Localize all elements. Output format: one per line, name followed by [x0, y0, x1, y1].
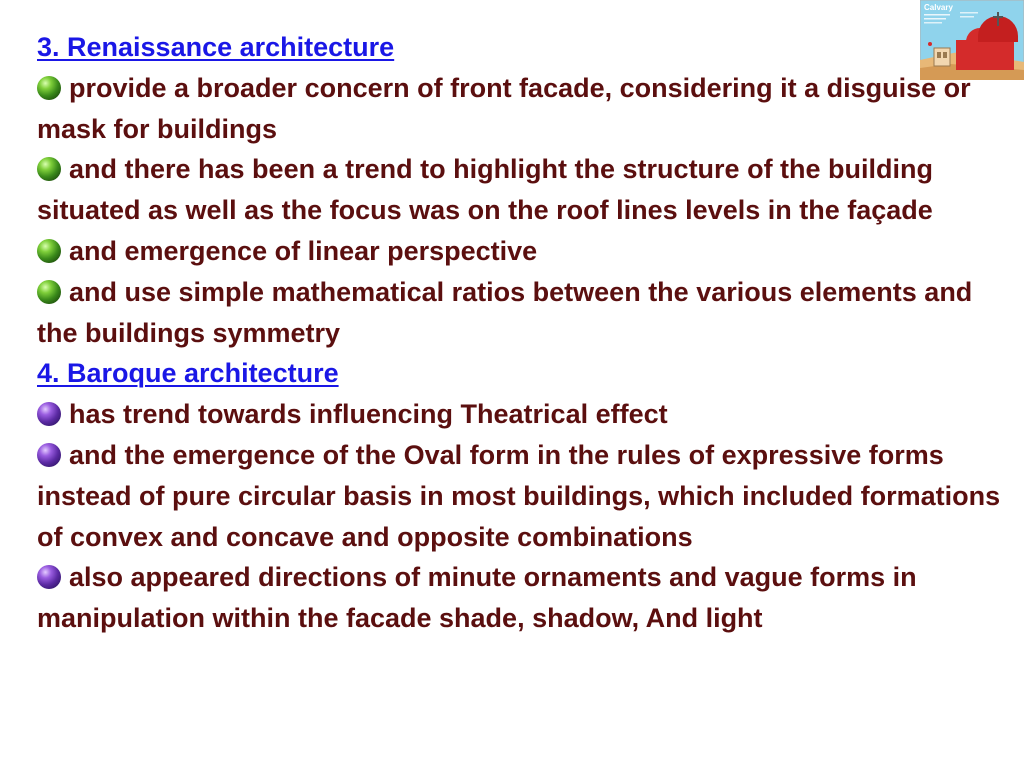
list-item — [37, 394, 1002, 435]
list-item — [37, 231, 1002, 272]
green-sphere-bullet-icon — [37, 157, 61, 181]
list-item — [37, 435, 1002, 557]
bullet-text: provide a broader concern of front facade, considering it a disguise or mask for buildings — [37, 72, 971, 144]
baroque-architecture-link[interactable]: 4. Baroque architecture — [37, 358, 339, 389]
bullet-text: also appeared directions of minute ornaments and vague forms in manipulation within the facade shade, shadow, And light — [37, 562, 917, 634]
purple-sphere-bullet-icon — [37, 402, 61, 426]
bullet-text: and the emergence of the Oval form in the rules of expressive forms instead of pure circular basis in most buildings, which included formations of convex and concave and opposite combinations — [37, 439, 1001, 552]
green-sphere-bullet-icon — [37, 239, 61, 263]
purple-sphere-bullet-icon — [37, 443, 61, 467]
slide-content — [37, 27, 1002, 639]
thumbnail-title: Calvary — [924, 3, 953, 12]
list-item — [37, 557, 1002, 639]
bullet-text: has trend towards influencing Theatrical effect — [69, 399, 668, 430]
green-sphere-bullet-icon — [37, 280, 61, 304]
list-item — [37, 149, 1002, 231]
renaissance-architecture-link[interactable]: 3. Renaissance architecture — [37, 32, 395, 62]
list-item — [37, 272, 1002, 354]
section-heading-baroque — [37, 353, 1002, 394]
purple-sphere-bullet-icon — [37, 565, 61, 589]
bullet-text: and there has been a trend to highlight the structure of the building situated as well as the focus was on the roof lines levels in the façade — [37, 154, 934, 226]
green-sphere-bullet-icon — [37, 76, 61, 100]
list-item — [37, 68, 1002, 150]
bullet-text: and use simple mathematical ratios between the various elements and the buildings symmetry — [37, 276, 973, 348]
section-heading-renaissance — [37, 27, 1002, 68]
bullet-text: and emergence of linear perspective — [69, 235, 538, 266]
